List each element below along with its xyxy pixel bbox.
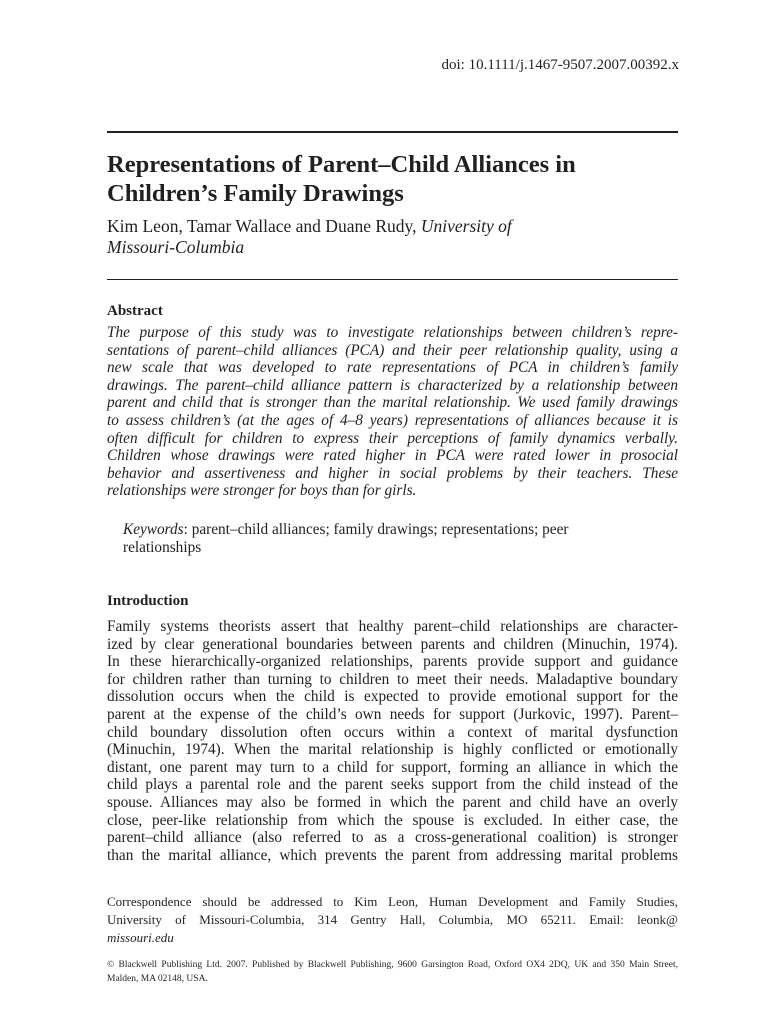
keywords-line xyxy=(123,521,678,539)
intro-line: (Minuchin, 1974). When the marital relationship is highly conflicted or emotionally xyxy=(107,741,678,759)
copyright-line: Malden, MA 02148, USA. xyxy=(107,974,208,984)
title-line: Representations of Parent–Child Alliances in xyxy=(107,151,576,178)
author-line xyxy=(107,237,678,258)
intro-line: child boundary dissolution often occurs within a context of marital dysfunction xyxy=(107,723,678,741)
abstract-line: drawings. The parent–child alliance pattern is characterized by a relationship between xyxy=(107,376,678,394)
copyright-line: © Blackwell Publishing Ltd. 2007. Published by Blackwell Publishing, 9600 Garsington Road, Oxford OX4 2DQ, UK and 350 Main Street, xyxy=(107,960,678,970)
author-block xyxy=(107,216,678,258)
author-line xyxy=(107,216,678,237)
abstract-line: often difficult for children to express their perceptions of family dynamics verbally. xyxy=(107,429,678,447)
intro-line: dissolution occurs when the child is expected to provide emotional support for the xyxy=(107,688,678,706)
keywords-text: : parent–child alliances; family drawings; representations; peer xyxy=(183,521,569,538)
keywords-label: Keywords xyxy=(123,521,184,538)
intro-line: child plays a parental role and the parent seeks support from the child instead of the xyxy=(107,776,678,794)
intro-line: ized by clear generational boundaries between parents and children (Minuchin, 1974). xyxy=(107,635,678,653)
top-rule xyxy=(107,131,678,133)
keywords-line: relationships xyxy=(123,539,202,556)
correspondence-line: Correspondence should be addressed to Kim Leon, Human Development and Family Studies, xyxy=(107,894,678,909)
doi-identifier: doi: 10.1111/j.1467-9507.2007.00392.x xyxy=(441,57,679,73)
affiliation: University of xyxy=(420,216,512,236)
abstract-body xyxy=(107,324,678,500)
intro-line: parent at the expense of the child’s own needs for support (Jurkovic, 1997). Parent– xyxy=(107,705,678,723)
abstract-line: sentations of parent–child alliances (PCA) and their peer relationship quality, using a xyxy=(107,341,678,359)
intro-line: close, peer-like relationship from which the spouse is excluded. In either case, the xyxy=(107,811,678,829)
copyright-notice xyxy=(107,958,678,986)
abstract-heading: Abstract xyxy=(107,303,163,319)
abstract-line: new scale that was developed to rate representations of PCA in children’s family xyxy=(107,359,678,377)
intro-line: than the marital alliance, which prevents the parent from addressing marital problems xyxy=(107,846,678,864)
introduction-heading: Introduction xyxy=(107,593,189,609)
intro-line: In these hierarchically-organized relationships, parents provide support and guidance xyxy=(107,653,678,671)
abstract-line: to assess children’s (at the ages of 4–8 years) representations of alliances because it is xyxy=(107,411,678,429)
introduction-body xyxy=(107,618,678,864)
affiliation: Missouri-Columbia xyxy=(107,237,245,257)
abstract-line: parent and child that is stronger than the marital relationship. We used family drawings xyxy=(107,394,678,412)
abstract-line: behavior and assertiveness and higher in social problems by their teachers. These xyxy=(107,464,678,482)
title-line: Children’s Family Drawings xyxy=(107,180,404,207)
correspondence-line: University of Missouri-Columbia, 314 Gentry Hall, Columbia, MO 65211. Email: leonk@ xyxy=(107,912,678,927)
author-names: Kim Leon, Tamar Wallace and Duane Rudy, xyxy=(107,216,421,236)
bottom-rule xyxy=(107,279,678,280)
correspondence-note xyxy=(107,893,678,947)
intro-line: parent–child alliance (also referred to as a cross-generational coalition) is stronger xyxy=(107,829,678,847)
intro-line: for children rather than turning to children to meet their needs. Maladaptive boundary xyxy=(107,670,678,688)
article-title xyxy=(107,150,687,208)
intro-line: Family systems theorists assert that healthy parent–child relationships are character- xyxy=(107,618,678,635)
abstract-line: The purpose of this study was to investigate relationships between children’s repre- xyxy=(107,324,678,341)
abstract-line: relationships were stronger for boys than for girls. xyxy=(107,482,417,500)
keywords-block xyxy=(123,521,678,557)
abstract-line: Children whose drawings were rated higher in PCA were rated lower in prosocial xyxy=(107,447,678,465)
intro-line: spouse. Alliances may also be formed in which the parent and child have an overly xyxy=(107,793,678,811)
email-continuation: missouri.edu xyxy=(107,930,174,945)
correspondence-line xyxy=(107,929,678,947)
intro-line: distant, one parent may turn to a child for support, forming an alliance in which the xyxy=(107,758,678,776)
